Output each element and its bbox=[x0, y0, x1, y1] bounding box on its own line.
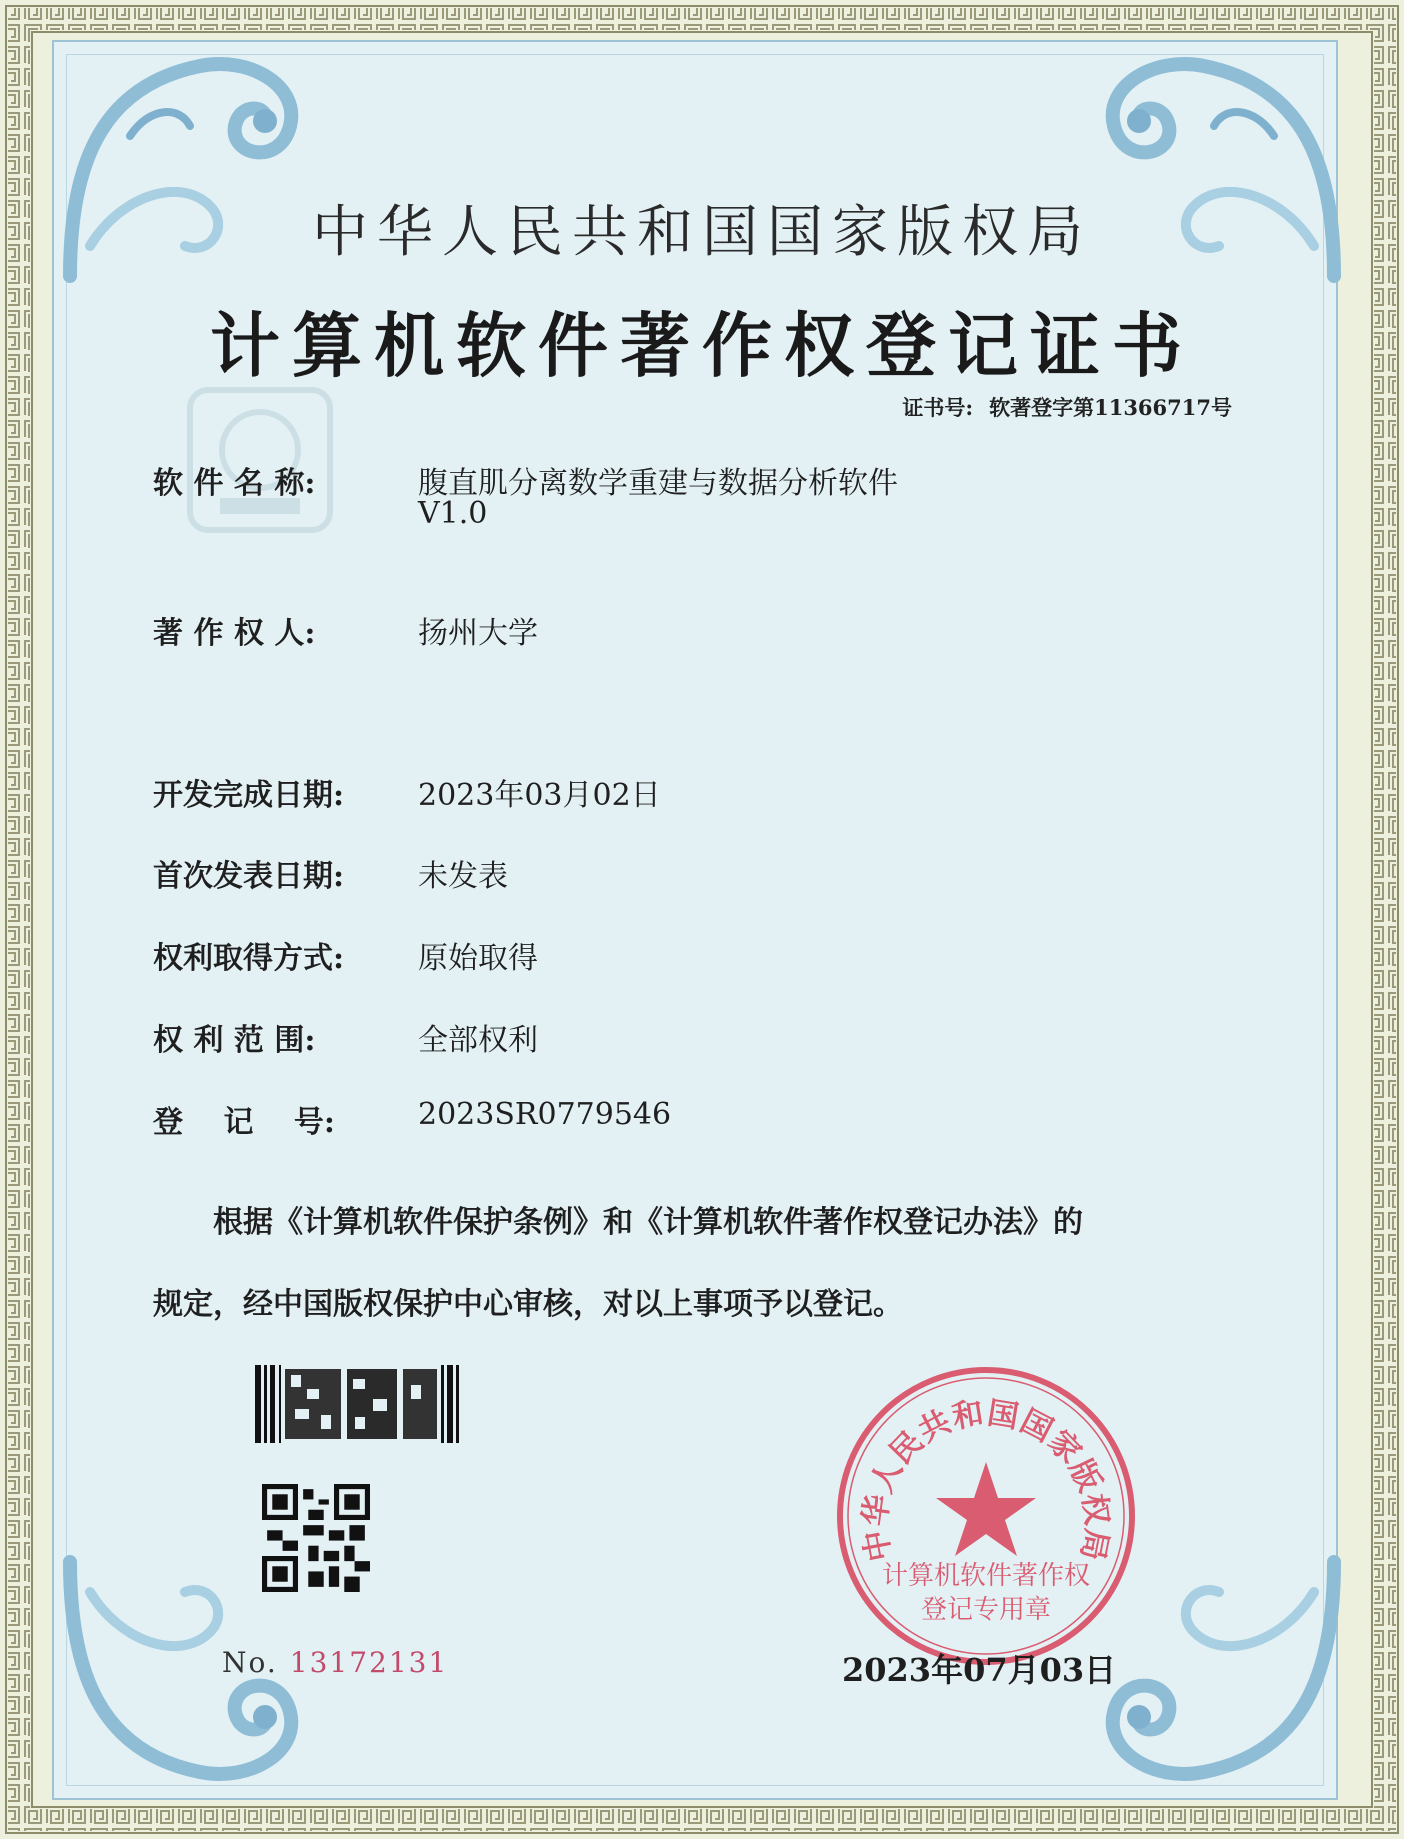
field-label: 软 件 名 称: bbox=[153, 466, 316, 501]
field-value-version: V1.0 bbox=[418, 496, 488, 531]
field-value: 扬州大学 bbox=[418, 616, 538, 651]
field-label: 权利取得方式: bbox=[153, 941, 345, 976]
field-label: 著 作 权 人: bbox=[153, 616, 316, 651]
issue-date: 2023年07月03日 bbox=[842, 1651, 1117, 1689]
statement-line-2: 规定，经中国版权保护中心审核，对以上事项予以登记。 bbox=[153, 1287, 903, 1322]
statement-line-1: 根据《计算机软件保护条例》和《计算机软件著作权登记办法》的 bbox=[213, 1205, 1083, 1240]
field-value: 未发表 bbox=[418, 859, 508, 894]
field-label: 权 利 范 围: bbox=[153, 1023, 316, 1058]
seal-line-2: 登记专用章 bbox=[920, 1595, 1052, 1624]
field-value: 2023年03月02日 bbox=[418, 778, 661, 813]
serial-value: 13172131 bbox=[289, 1646, 449, 1679]
field-value: 2023SR0779546 bbox=[418, 1097, 672, 1132]
certificate-title: 计算机软件著作权登记证书 bbox=[210, 304, 1194, 387]
serial-label: No. bbox=[222, 1646, 278, 1679]
seal-ring-text: 中华人民共和国国家版权局 bbox=[857, 1395, 1115, 1565]
field-value: 全部权利 bbox=[418, 1023, 538, 1058]
field-value: 腹直肌分离数学重建与数据分析软件 bbox=[418, 466, 898, 501]
field-label: 开发完成日期: bbox=[153, 778, 345, 813]
barcode bbox=[255, 1365, 461, 1443]
certificate-number-value: 软著登字第11366717号 bbox=[989, 395, 1232, 420]
certificate-number bbox=[902, 392, 1232, 422]
serial-number bbox=[222, 1646, 448, 1679]
certificate-number-label: 证书号: bbox=[902, 395, 974, 420]
qr-code bbox=[262, 1484, 370, 1592]
issuer-heading: 中华人民共和国国家版权局 bbox=[312, 200, 1092, 265]
official-seal bbox=[832, 1362, 1140, 1670]
field-label: 首次发表日期: bbox=[153, 859, 345, 894]
seal-line-1: 计算机软件著作权 bbox=[881, 1561, 1091, 1590]
field-value: 原始取得 bbox=[418, 941, 538, 976]
field-label: 登 记 号: bbox=[153, 1105, 335, 1140]
